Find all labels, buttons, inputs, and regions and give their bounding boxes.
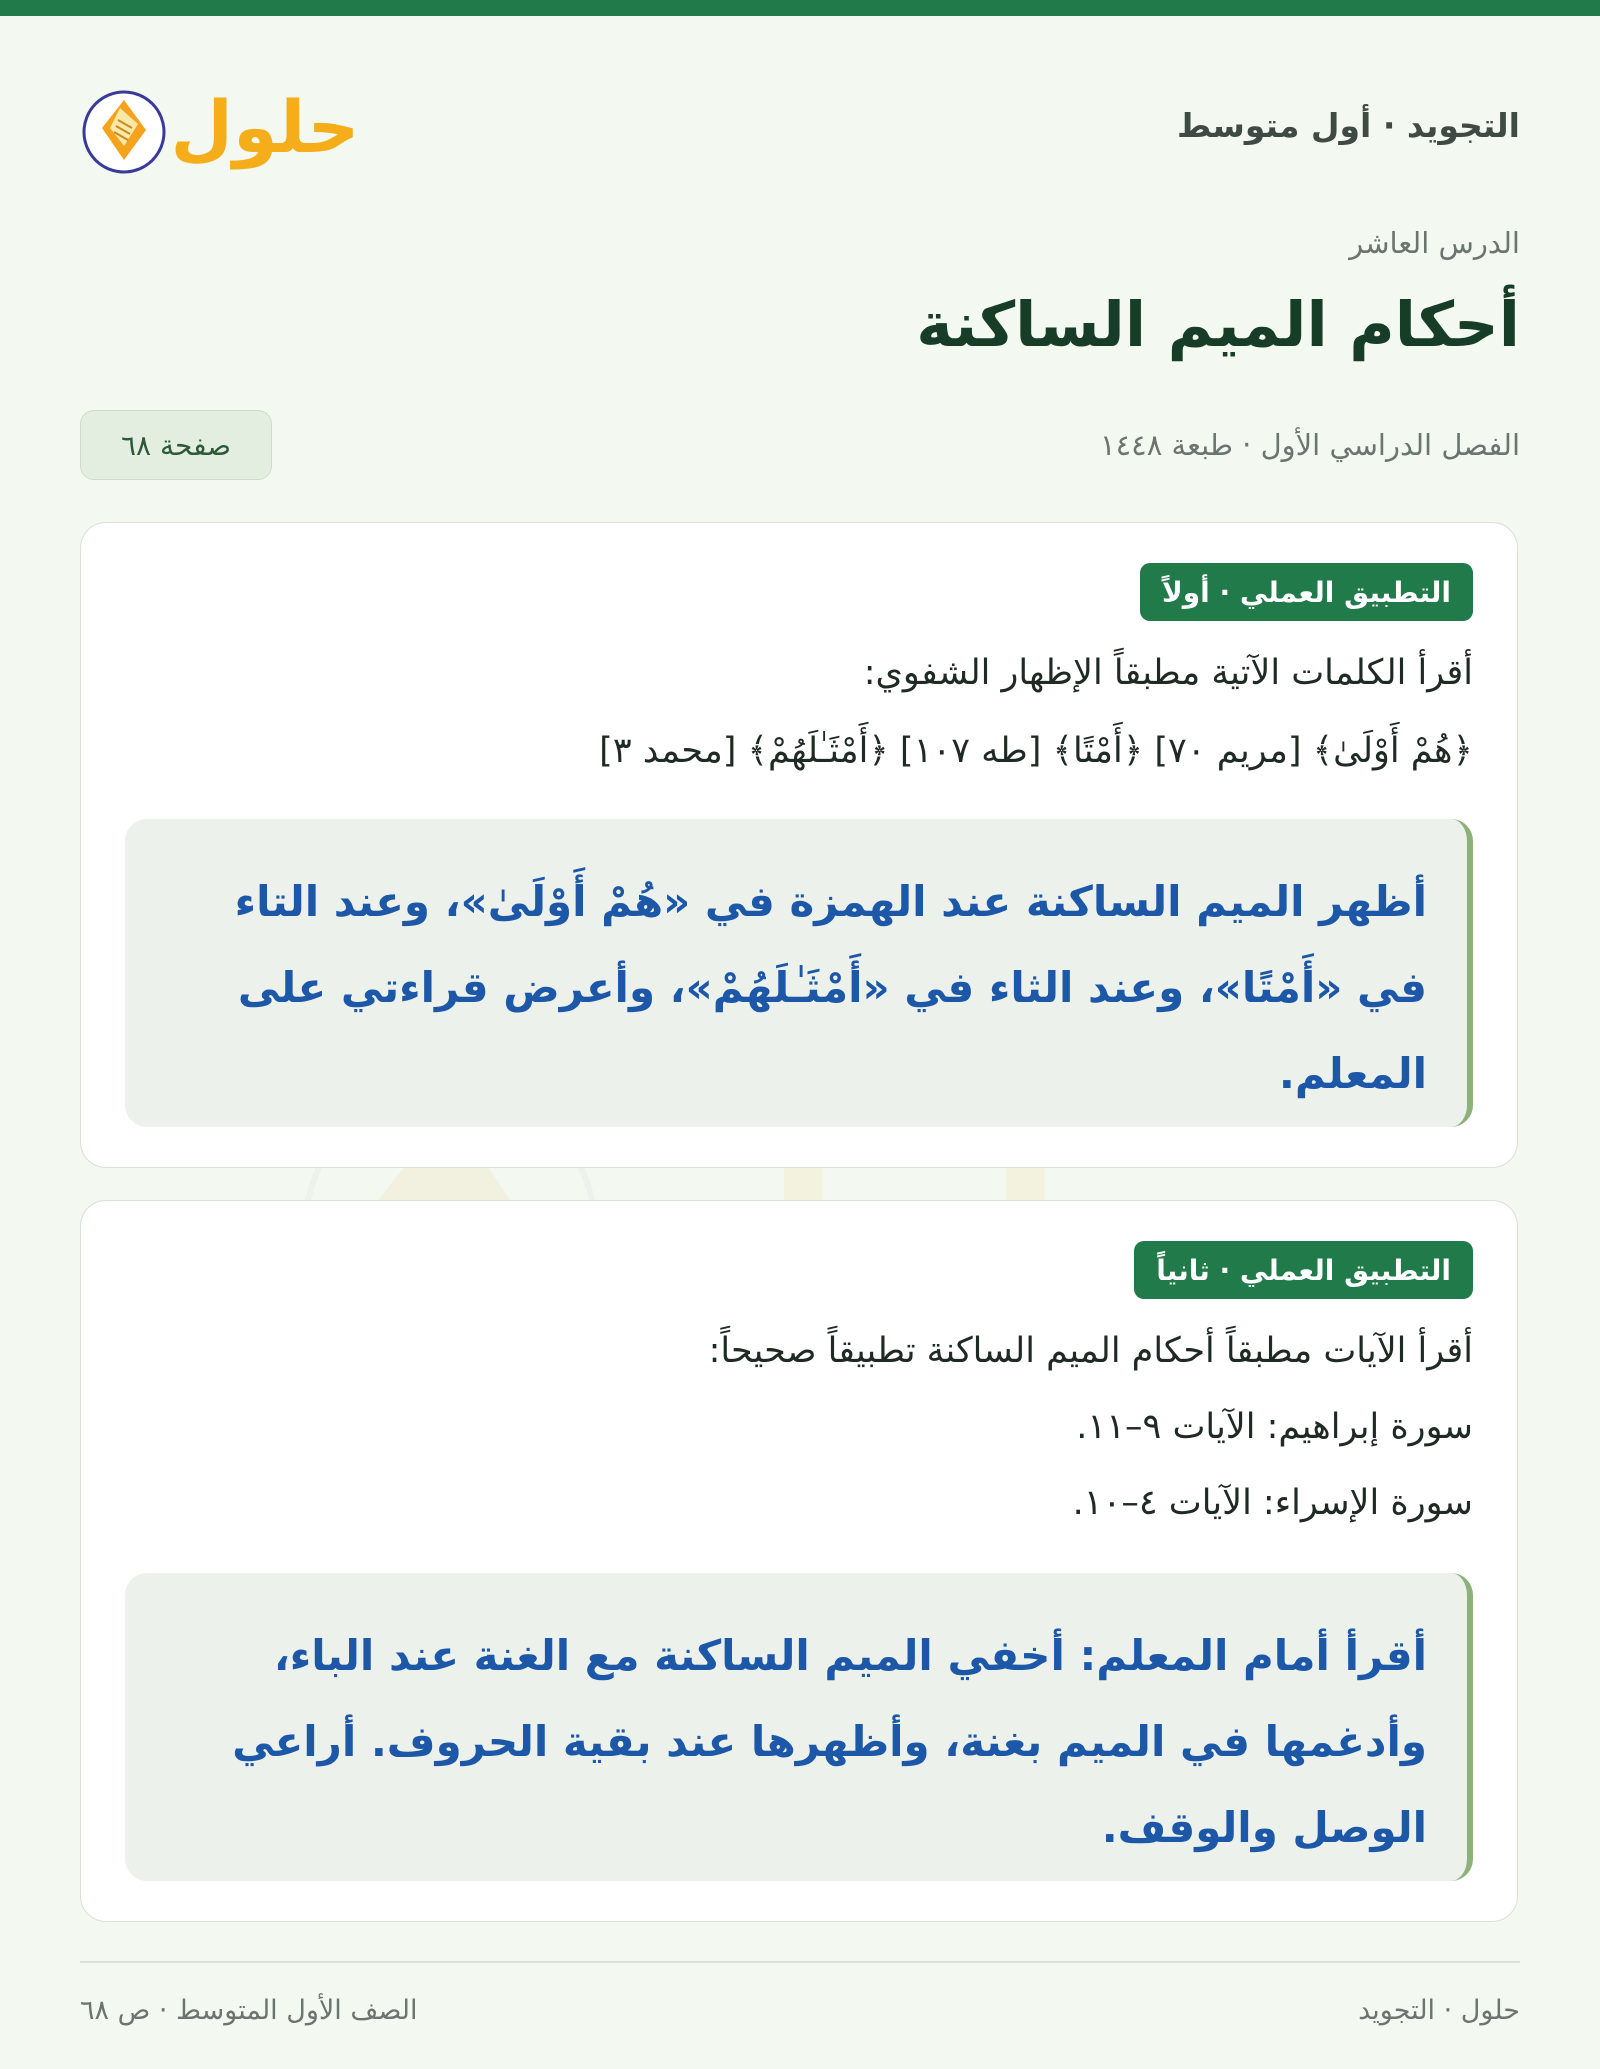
- lesson-number: الدرس العاشر: [1349, 226, 1520, 260]
- answer-box: أقرأ أمام المعلم: أخفي الميم الساكنة مع الغنة عند الباء، وأدغمها في الميم بغنة، وأظهرها عند بقية الحروف. أراعي الوصل والوقف.: [125, 1573, 1473, 1881]
- page-header: [80, 64, 1520, 194]
- exercise-card-1: [80, 522, 1518, 1168]
- subject-title: التجويد · أول متوسط: [1177, 106, 1520, 145]
- footer-page-info: الصف الأول المتوسط · ص ٦٨: [80, 1995, 418, 2026]
- hulool-logo[interactable]: [80, 64, 370, 174]
- lesson-title: أحكام الميم الساكنة: [916, 288, 1520, 361]
- exercise-card-2: [80, 1200, 1518, 1922]
- logo-text: حلول: [170, 85, 360, 169]
- exercise-words: ﴿هُمْ أَوْلَىٰ﴾ [مريم ٧٠] ﴿أَمْتًا﴾ [طه ١٠٧] ﴿أَمْثَـٰلَهُمْ﴾ [محمد ٣]: [599, 731, 1473, 771]
- exercise-verses-1: سورة إبراهيم: الآيات ٩–١١.: [1076, 1407, 1473, 1447]
- answer-box: أظهر الميم الساكنة عند الهمزة في «هُمْ أَوْلَىٰ»، وعند التاء في «أَمْتًا»، وعند الثاء في «أَمْثَـٰلَهُمْ»، وأعرض قراءتي على المعلم.: [125, 819, 1473, 1127]
- footer-divider: [80, 1961, 1520, 1963]
- footer-brand: حلول · التجويد: [1358, 1995, 1520, 2026]
- exercise-instruction: أقرأ الآيات مطبقاً أحكام الميم الساكنة تطبيقاً صحيحاً:: [708, 1331, 1473, 1371]
- page-number-badge: صفحة ٦٨: [80, 410, 272, 480]
- top-accent-bar: [0, 0, 1600, 16]
- term-edition: الفصل الدراسي الأول · طبعة ١٤٤٨: [1100, 428, 1520, 462]
- exercise-instruction: أقرأ الكلمات الآتية مطبقاً الإظهار الشفوي:: [863, 653, 1473, 693]
- section-badge: التطبيق العملي · ثانياً: [1134, 1241, 1473, 1299]
- exercise-verses-2: سورة الإسراء: الآيات ٤–١٠.: [1072, 1483, 1473, 1523]
- section-badge: التطبيق العملي · أولاً: [1140, 563, 1473, 621]
